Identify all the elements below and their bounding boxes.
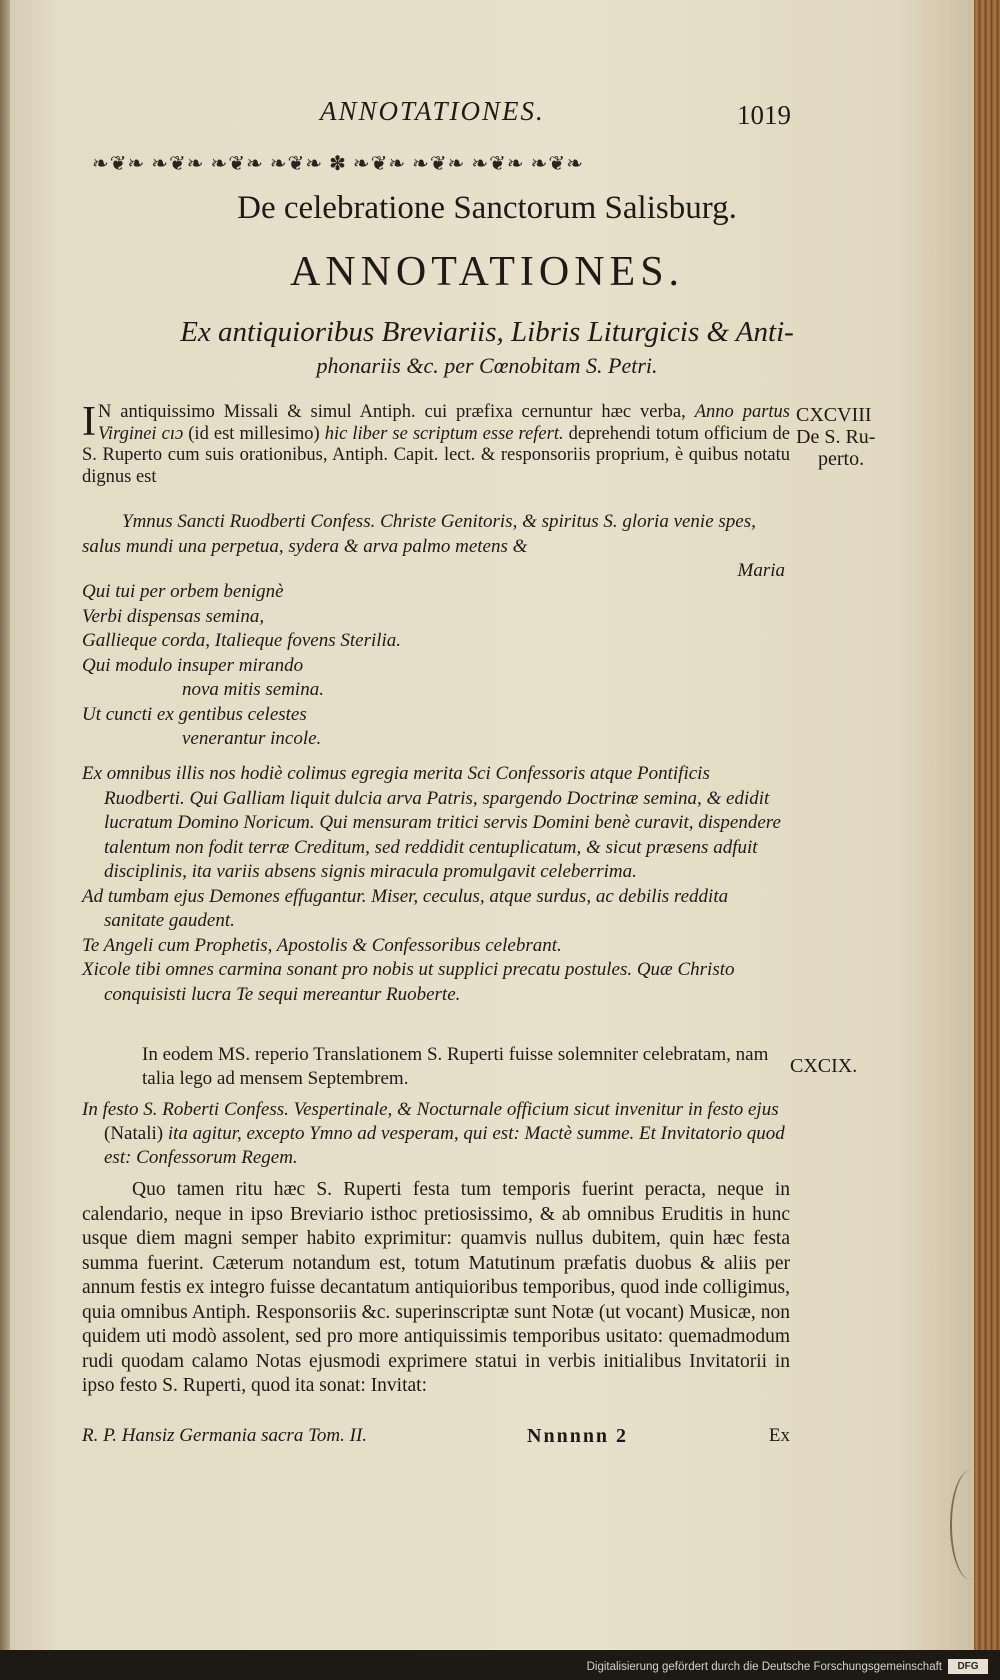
hymn-line: Qui tui per orbem benignè [82,581,284,602]
ornament-glyphs: ❧❦❧ ❧❦❧ ❧❦❧ ❧❦❧ ✽ ❧❦❧ ❧❦❧ ❧❦❧ ❧❦❧ [92,153,584,175]
hymn-paragraph: Te Angeli cum Prophetis, Apostolis & Confessoribus celebrant. [82,934,562,956]
catchword: Ex [768,1425,790,1446]
feast-note-b: (Natali) [104,1123,164,1144]
hymn-rubric-text: Ymnus Sancti Ruodberti Confess. Christe Genitoris, & spiritus S. gloria venie spes, salus mundi una perpetua, sydera & arva palmo metens & [82,511,756,557]
hymn-paragraph: Ad tumbam ejus Demones effugantur. Miser, ceculus, atque surdus, ac debilis reddita sanitate gaudent. [82,885,729,931]
hymn-line: venerantur incole. [182,728,322,749]
dfg-logo: DFG [948,1659,988,1674]
hymn-paragraph: Ex omnibus illis nos hodiè colimus egregia merita Sci Confessoris atque Pontificis Ruodberti. Qui Galliam liquit dulcia arva Patris, spargendo Doctrinæ semina, & edidit lucratum Domino Noricum. Qui mensuram tritici servis Domini benè curavit, dispendere talentum non fodit terræ Creditum, sed reddidit centuplicatum, & sicut præsens adfuit disciplinis, ita variis absens signis miracula promulgavit celeberrima. [82,763,781,882]
footer-source: R. P. Hansiz Germania sacra Tom. II. [82,1425,368,1446]
intro-paragraph [82,399,791,488]
intro-text-b: Anno partus Virginei cıɔ [98,402,790,444]
subheading [0,315,974,383]
subheading-line-1: Ex antiquioribus Breviariis, Libris Liturgicis & Anti- [180,316,794,348]
feast-note-a: In festo S. Roberti Confess. Vespertinale, & Nocturnale officium sicut invenitur in festo ejus [82,1099,779,1120]
feast-note-c: ita agitur, excepto Ymno ad vesperam, qui est: Mactè summe. Et Invitatorio quod est: Confessorum Regem. [104,1123,785,1168]
margin-note-line: De S. Ru- [796,426,876,448]
hymn-line: Gallieque corda, Italieque fovens Sterilia. [82,630,402,651]
section-title: De celebratione Sanctorum Salisburg. [237,190,737,226]
signature-mark: Nnnnnn 2 [527,1425,629,1447]
main-heading: ANNOTATIONES. [289,249,685,295]
intro-text-a: N antiquissimo Missali & simul Antiph. cui præfixa cernuntur hæc verba, [98,402,686,422]
hymn-rubric [82,510,790,584]
intro-text-e: deprehendi totum officium de S. Ruperto cum suis orationibus, Antiph. Capit. lect. & responsoriis proprium, è quibus notatu dignus est [82,423,791,487]
drop-cap: I [82,399,96,445]
feast-note [82,1098,812,1170]
page-number: 1019 [737,100,791,130]
hymn-line: Ut cuncti ex gentibus celestes [82,703,307,725]
page-edge [974,0,1000,1650]
margin-note-number: CXCVIII [796,404,872,426]
hymn-verses [82,580,790,752]
hymn-line: Verbi dispensas semina, [82,605,265,627]
margin-note-line: perto. [818,448,865,470]
hymn-maria: Maria [737,560,785,581]
ornament-divider [92,151,792,176]
intro-text-c: (id est millesimo) [188,423,320,444]
hymn-line: Qui modulo insuper mirando [82,654,304,676]
margin-note-cxcix: CXCIX. [790,1055,858,1077]
body-paragraph [82,1178,790,1399]
hymn-prose [82,762,790,1007]
translation-note: In eodem MS. reperio Translationem S. Ruperti fuisse solemniter celebratam, nam talia lego ad mensem Septembrem. [142,1044,769,1089]
digitization-credit: Digitalisierung gefördert durch die Deutsche Forschungsgemeinschaft [586,1661,942,1673]
intro-text-d: hic liber se scriptum esse refert. [324,423,564,444]
subheading-line-2: phonariis &c. per Cœnobitam S. Petri. [316,353,658,378]
body-text: Quo tamen ritu hæc S. Ruperti festa tum temporis fuerint peracta, neque in calendario, neque in ipso Breviario isthoc pretiosissimo, & ab omnibus Eruditis in hunc usque diem magni semper habito exprimitur: quamvis nullus dubitem, quin hæc festa summa fuerint. Cæterum notandum est, totum Matutinum præfatis duobus & aliis per annum festis ex integro fuisse decantatum antiquioribus temporibus, quod inde colligimus, quia omnibus Antiph. Responsoriis &c. superinscriptæ sunt Notæ (ut vocant) Musicæ, non quidem uti modò assolent, sed pro more antiquissimis temporibus usitato: quemadmodum rudi quodam calamo Notas ejusmodi exprimere statui in verbis initialibus Invitatorii in ipso festo S. Ruperti, quod ita sonat: Invitat: [82,1179,790,1396]
margin-note-cxcviii [796,404,875,470]
running-head: ANNOTATIONES. [320,96,545,126]
hymn-paragraph: Xicole tibi omnes carmina sonant pro nobis ut supplici precatu postules. Quæ Christo conquisisti lucra Te sequi mereantur Ruoberte. [82,959,735,1005]
hymn-line: nova mitis semina. [182,679,324,700]
